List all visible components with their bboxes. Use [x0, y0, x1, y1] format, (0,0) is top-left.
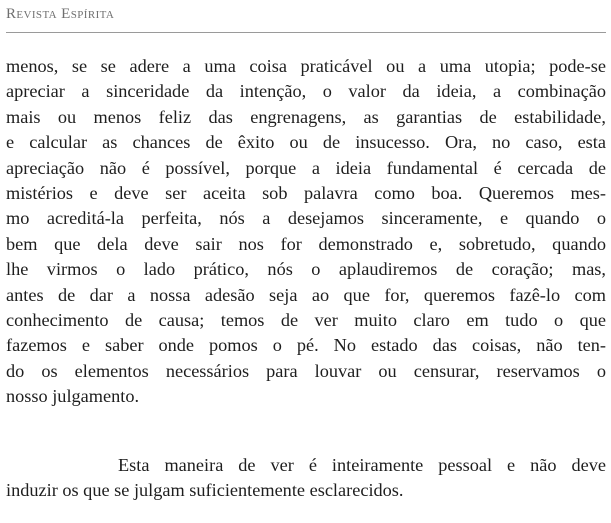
- text-line: mistérios e deve ser aceita sob palavra como boa. Queremos mes-: [6, 183, 606, 204]
- paragraph-1: [6, 54, 606, 410]
- text-line: Esta maneira de ver é inteiramente pessoal e não deve: [118, 455, 606, 475]
- text-line: mais ou menos feliz das engrenagens, as garantias de estabilidade,: [6, 106, 606, 127]
- text-line: e calcular as chances de êxito ou de insucesso. Ora, no caso, esta: [6, 132, 606, 153]
- running-header: Revista Espírita: [6, 6, 115, 22]
- text-line: nosso julgamento.: [6, 386, 140, 407]
- text-line: antes de dar a nossa adesão seja ao que for, queremos fazê-lo com: [6, 284, 606, 305]
- text-line: mo acreditá-la perfeita, nós a desejamos sinceramente, e quando o: [6, 208, 606, 229]
- text-line: bem que dela deve sair nos for demonstrado e, sobretudo, quando: [6, 233, 606, 254]
- text-line: fazemos e saber onde pomos o pé. No estado das coisas, não ten-: [6, 335, 606, 356]
- text-line: induzir os que se julgam suficientemente esclarecidos.: [6, 480, 404, 501]
- text-line: menos, se se adere a uma coisa praticável ou a uma utopia; pode-se: [6, 56, 606, 76]
- paragraph-2: [6, 453, 606, 504]
- header-rule: [6, 32, 606, 33]
- text-line: lhe virmos o lado prático, nós o aplaudiremos de coração; mas,: [6, 259, 606, 280]
- text-line: conhecimento de causa; temos de ver muito claro em tudo o que: [6, 310, 606, 331]
- text-line: apreciação não é possível, porque a ideia fundamental é cercada de: [6, 157, 606, 178]
- text-line: do os elementos necessários para louvar ou censurar, reservamos o: [6, 360, 606, 381]
- text-line: apreciar a sinceridade da intenção, o valor da ideia, a combinação: [6, 81, 606, 102]
